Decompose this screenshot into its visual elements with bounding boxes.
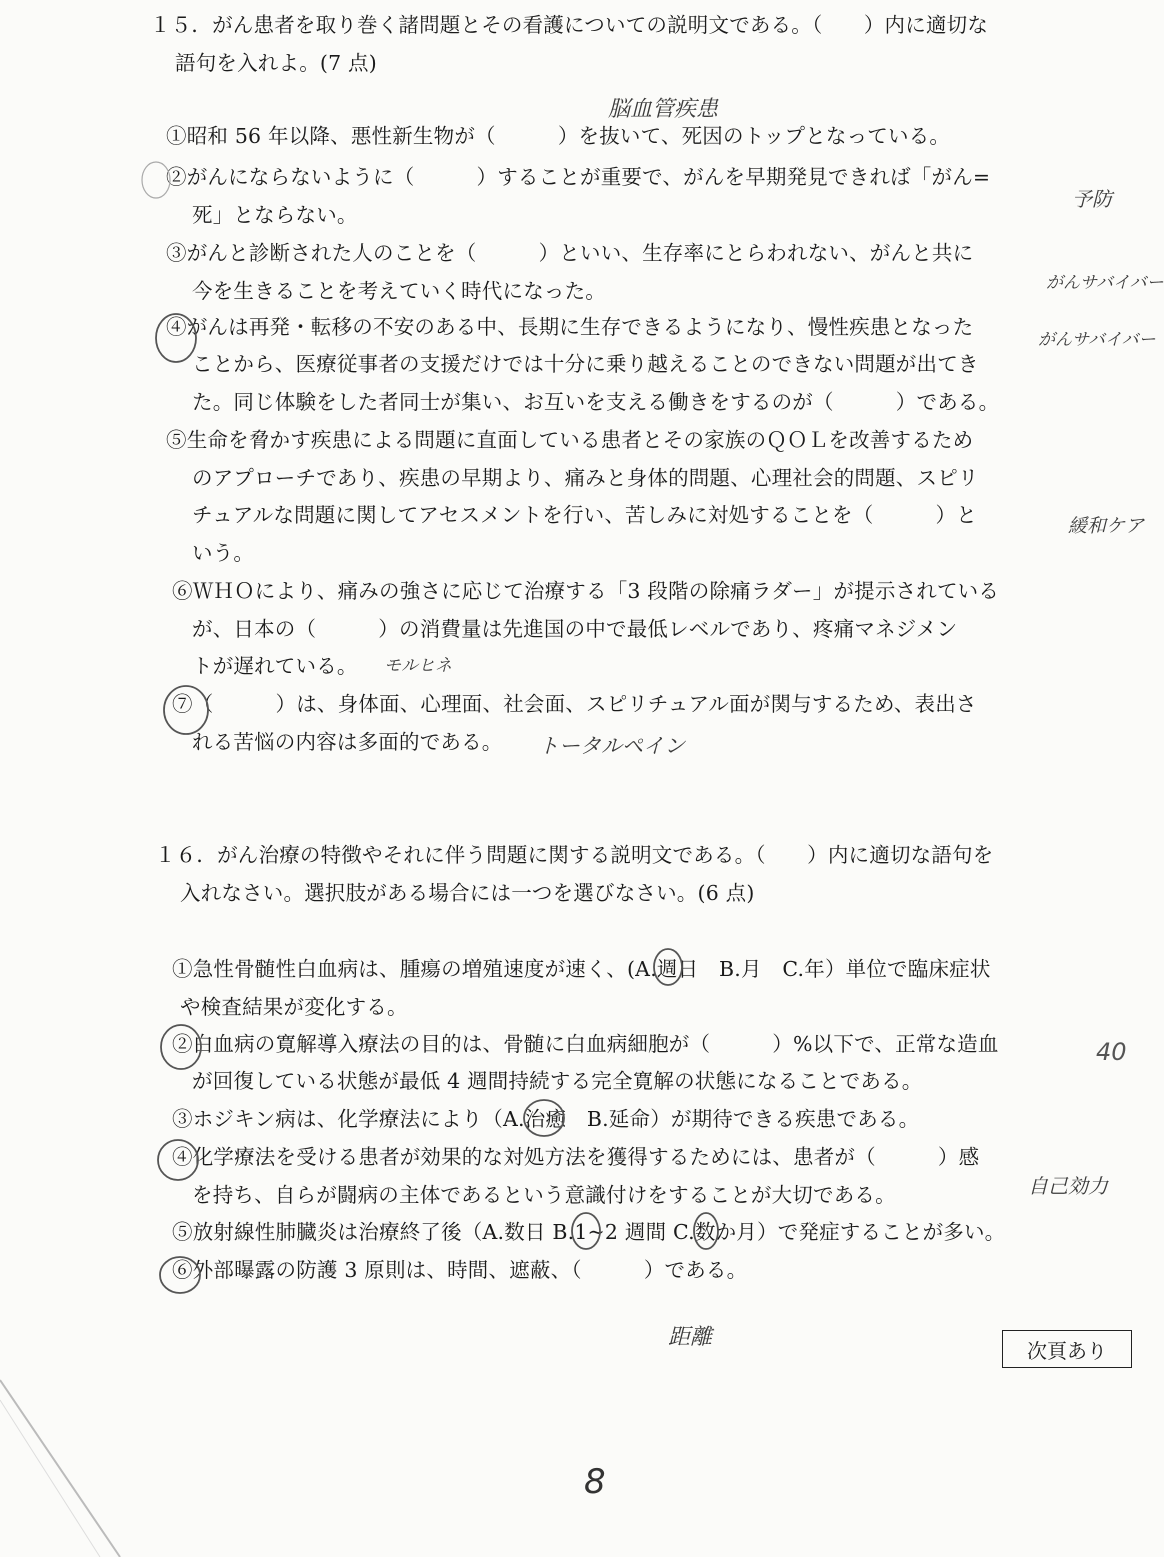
q15-item-5-line2: のアプローチであり、疾患の早期より、痛みと身体的問題、心理社会的問題、スピリ <box>192 466 979 490</box>
q16-header-line1: １６．がん治療の特徴やそれに伴う問題に関する説明文である。（ ）内に適切な語句を <box>155 843 994 867</box>
handwritten-answer-q15-6: モルヒネ <box>384 656 452 676</box>
q15-item-6-line2: が、日本の（ ）の消費量は先進国の中で最低レベルであり、疼痛マネジメン <box>192 617 958 641</box>
handwritten-answer-q15-7: トータルペイン <box>538 734 685 758</box>
handwritten-answer-q15-2: 予防 <box>1072 187 1112 211</box>
handwritten-answer-q16-6: 距離 <box>668 1325 713 1350</box>
handwritten-answer-q16-2: 40 <box>1096 1038 1127 1066</box>
handwritten-answer-q16-4: 自己効力 <box>1028 1174 1108 1198</box>
q15-item-5-line1: ⑤生命を脅かす疾患による問題に直面している患者とその家族のＱＯＬを改善するため <box>166 428 974 452</box>
q16-item-5-line1: ⑤放射線性肺臓炎は治療終了後（A.数日 B.1~2 週間 C.数か月）で発症することが多い。 <box>172 1220 1006 1244</box>
handwritten-answer-q15-4: がんサバイバー <box>1038 330 1156 350</box>
q15-header-line2: 語句を入れよ。(7 点) <box>175 51 377 75</box>
q15-item-5-line3: チュアルな問題に関してアセスメントを行い、苦しみに対処することを（ ）と <box>192 503 977 527</box>
q16-header-line2: 入れなさい。選択肢がある場合には一つを選びなさい。(6 点) <box>180 881 755 905</box>
q15-item-3-line1: ③がんと診断された人のことを（ ）といい、生存率にとらわれない、がんと共に <box>166 241 974 265</box>
q15-item-2-line1: ②がんにならないように（ ）することが重要で、がんを早期発見できれば「がん= <box>166 165 991 189</box>
q15-item-7-line2: れる苦悩の内容は多面的である。 <box>192 730 503 754</box>
q16-item-1-line2: や検査結果が変化する。 <box>180 995 408 1019</box>
q16-item-4-line1: ④化学療法を受ける患者が効果的な対処方法を獲得するためには、患者が（ ）感 <box>172 1145 980 1169</box>
q16-item-2-line1: ②白血病の寛解導入療法の目的は、骨髄に白血病細胞が（ ）%以下で、正常な造血 <box>172 1032 999 1056</box>
q15-item-2-line2: 死」とならない。 <box>192 203 358 227</box>
q15-item-4-line2: ことから、医療従事者の支援だけでは十分に乗り越えることのできない問題が出てき <box>192 352 979 376</box>
next-page-label: 次頁あり <box>1027 1338 1107 1363</box>
handwritten-answer-q15-5: 緩和ケア <box>1068 515 1145 537</box>
handwritten-answer-q15-1: 脳血管疾患 <box>608 97 719 122</box>
q15-item-6-line1: ⑥ＷＨＯにより、痛みの強さに応じて治療する「3 段階の除痛ラダー」が提示されている <box>172 579 1000 603</box>
q15-header-line1: １５．がん患者を取り巻く諸問題とその看護についての説明文である。（ ）内に適切な <box>150 13 989 37</box>
q15-item-3-line2: 今を生きることを考えていく時代になった。 <box>192 279 606 303</box>
q16-item-2-line2: が回復している状態が最低 4 週間持続する完全寛解の状態になることである。 <box>192 1069 923 1093</box>
next-page-box <box>1002 1330 1132 1368</box>
q15-item-6-line3: トが遅れている。 <box>192 654 358 678</box>
scan-edge-shadow-2 <box>0 1400 100 1557</box>
q16-item-6-line1: ⑥外部曝露の防護 3 原則は、時間、遮蔽、（ ）である。 <box>172 1258 748 1282</box>
q16-item-3-line1: ③ホジキン病は、化学療法により（A.治癒 B.延命）が期待できる疾患である。 <box>172 1107 920 1131</box>
scan-edge-shadow <box>0 1380 120 1557</box>
q15-item-7-line1: ⑦（ ）は、身体面、心理面、社会面、スピリチュアル面が関与するため、表出さ <box>172 692 977 716</box>
handwritten-answer-q15-3: がんサバイバー <box>1046 273 1164 293</box>
page-number: 8 <box>584 1462 606 1502</box>
q15-item-4-line1: ④がんは再発・転移の不安のある中、長期に生存できるようになり、慢性疾患となった <box>166 315 974 339</box>
q15-item-4-line3: た。同じ体験をした者同士が集い、お互いを支える働きをするのが（ ）である。 <box>192 390 1000 414</box>
q15-item-5-line4: いう。 <box>192 541 255 565</box>
q15-item-1-line1: ①昭和 56 年以降、悪性新生物が（ ）を抜いて、死因のトップとなっている。 <box>166 124 951 148</box>
q16-item-4-line2: を持ち、自らが闘病の主体であるという意識付けをすることが大切である。 <box>192 1183 896 1207</box>
q16-item-1-line1: ①急性骨髄性白血病は、腫瘍の増殖速度が速く、(A.週日 B.月 C.年）単位で臨床症状 <box>172 957 991 981</box>
